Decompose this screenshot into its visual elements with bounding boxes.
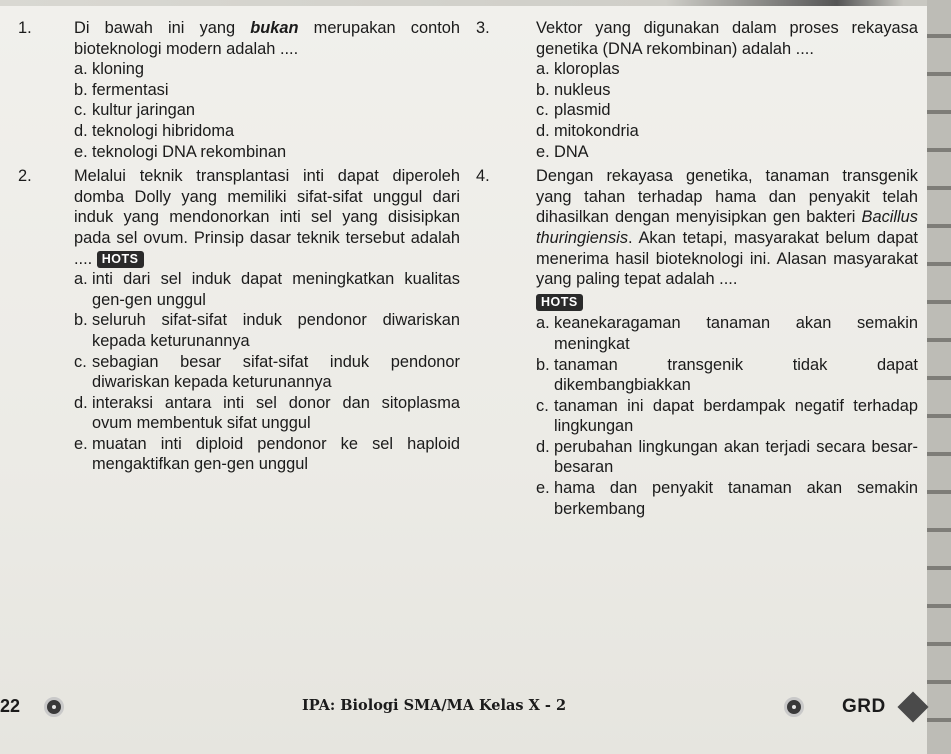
option-text: teknologi hibridoma — [92, 121, 235, 140]
page-number: 22 — [0, 696, 21, 716]
option-text: plasmid — [554, 101, 611, 120]
option-text: interaksi antara inti sel donor dan sitoplasma ovum membentuk sifat unggul — [92, 393, 460, 433]
answer-option-c — [536, 100, 918, 121]
option-letter: a. — [536, 60, 550, 79]
option-text: hama dan penyakit tanaman akan semakin berkembang — [554, 479, 918, 518]
option-letter: e. — [536, 142, 550, 161]
option-text: kloroplas — [554, 60, 620, 79]
answer-option-e — [536, 478, 918, 519]
option-letter: c. — [74, 101, 87, 120]
option-text: inti dari sel induk dapat meningkatkan kualitas gen-gen unggul — [92, 270, 460, 309]
question-4 — [470, 166, 918, 519]
question-number: 2. — [18, 167, 32, 186]
question-2 — [8, 166, 460, 475]
diamond-icon — [897, 691, 928, 722]
answer-option-a — [536, 59, 918, 80]
stem-text: bukan — [250, 19, 299, 37]
option-letter: c. — [536, 396, 549, 415]
option-letter: a. — [74, 60, 88, 79]
option-text: sebagian besar sifat-sifat induk pendonor diwariskan kepada keturunannya — [92, 352, 460, 392]
option-text: perubahan lingkungan akan terjadi secara besar-besaran — [554, 437, 918, 477]
stem-text: . Akan tetapi, masyarakat belum dapat menerima hasil bioteknologi ini. Alasan masyarakat yang paling tepat adalah .... — [536, 228, 918, 289]
question-stem — [536, 166, 918, 290]
stem-text: Melalui teknik transplantasi inti dapat diperoleh domba Dolly yang memiliki sifat-sifat unggul dari induk yang mendonorkan inti sel yang disisipkan pada sel ovum. Prinsip dasar teknik tersebut adalah .... — [74, 167, 460, 268]
option-letter: a. — [74, 270, 88, 289]
option-text: DNA — [554, 142, 589, 161]
option-letter: b. — [536, 80, 550, 99]
question-stem — [74, 18, 460, 59]
left-column — [8, 18, 460, 475]
option-letter: b. — [74, 80, 88, 99]
answer-option-e — [74, 142, 460, 163]
option-letter: b. — [74, 311, 88, 330]
question-stem — [536, 18, 918, 59]
answer-option-d — [74, 393, 460, 434]
publisher-logo: GRD — [842, 696, 886, 717]
answer-option-a — [74, 59, 460, 80]
option-letter: a. — [536, 314, 550, 333]
question-number: 4. — [476, 167, 490, 186]
answer-option-b — [74, 310, 460, 351]
option-letter: e. — [536, 479, 550, 498]
answer-option-a — [536, 313, 918, 354]
hots-badge: HOTS — [97, 251, 144, 268]
stem-text: Dengan rekayasa genetika, tanaman transgenik yang tahan terhadap hama dan penyakit telah dihasilkan dengan menyisipkan gen bakteri — [536, 167, 918, 227]
answer-option-b — [74, 80, 460, 101]
option-text: muatan inti diploid pendonor ke sel haploid mengaktifkan gen-gen unggul — [92, 434, 460, 474]
footer-dot-icon — [44, 697, 64, 717]
answer-option-d — [536, 437, 918, 478]
answer-option-e — [74, 434, 460, 475]
question-3 — [470, 18, 918, 162]
option-letter: d. — [536, 121, 550, 140]
stem-text: Vektor yang digunakan dalam proses rekayasa genetika (DNA rekombinan) adalah .... — [536, 19, 918, 58]
answer-option-c — [74, 352, 460, 393]
hots-badge: HOTS — [536, 294, 583, 311]
stem-text: Di bawah ini yang — [74, 19, 251, 37]
option-text: tanaman ini dapat berdampak negatif terhadap lingkungan — [554, 396, 918, 436]
answer-option-b — [536, 80, 918, 101]
option-letter: c. — [536, 101, 549, 120]
answer-option-d — [74, 121, 460, 142]
book-title: IPA: Biologi SMA/MA Kelas X - 2 — [302, 697, 567, 714]
option-text: kultur jaringan — [92, 101, 195, 120]
stem-text: Bacillus thuringiensis — [536, 208, 918, 247]
question-number: 1. — [18, 19, 32, 37]
question-stem — [74, 166, 460, 269]
top-edge — [0, 0, 951, 6]
option-letter: b. — [536, 355, 550, 374]
option-text: seluruh sifat-sifat induk pendonor diwariskan kepada keturunannya — [92, 311, 460, 350]
option-text: keanekaragaman tanaman akan semakin meningkat — [554, 314, 918, 353]
option-letter: e. — [74, 142, 88, 161]
page-footer — [0, 690, 951, 730]
option-text: fermentasi — [92, 80, 169, 99]
question-number: 3. — [476, 19, 490, 37]
answer-option-e — [536, 142, 918, 163]
answer-option-d — [536, 121, 918, 142]
page-edge-tabs — [927, 0, 951, 754]
stem-text: merupakan contoh bioteknologi modern adalah .... — [74, 19, 461, 58]
answer-option-c — [74, 100, 460, 121]
option-letter: d. — [74, 121, 88, 140]
answer-option-a — [74, 269, 460, 310]
option-text: tanaman transgenik tidak dapat dikembangbiakkan — [554, 355, 918, 395]
footer-dot-icon — [784, 697, 804, 717]
answer-option-b — [536, 355, 918, 396]
option-text: mitokondria — [554, 121, 639, 140]
option-letter: d. — [74, 393, 88, 412]
option-letter: e. — [74, 434, 88, 453]
option-text: nukleus — [554, 80, 611, 99]
answer-option-c — [536, 396, 918, 437]
option-letter: c. — [74, 352, 87, 371]
question-1 — [8, 18, 460, 162]
option-text: kloning — [92, 60, 144, 79]
option-letter: d. — [536, 437, 550, 456]
right-column — [470, 18, 918, 519]
option-text: teknologi DNA rekombinan — [92, 142, 287, 161]
